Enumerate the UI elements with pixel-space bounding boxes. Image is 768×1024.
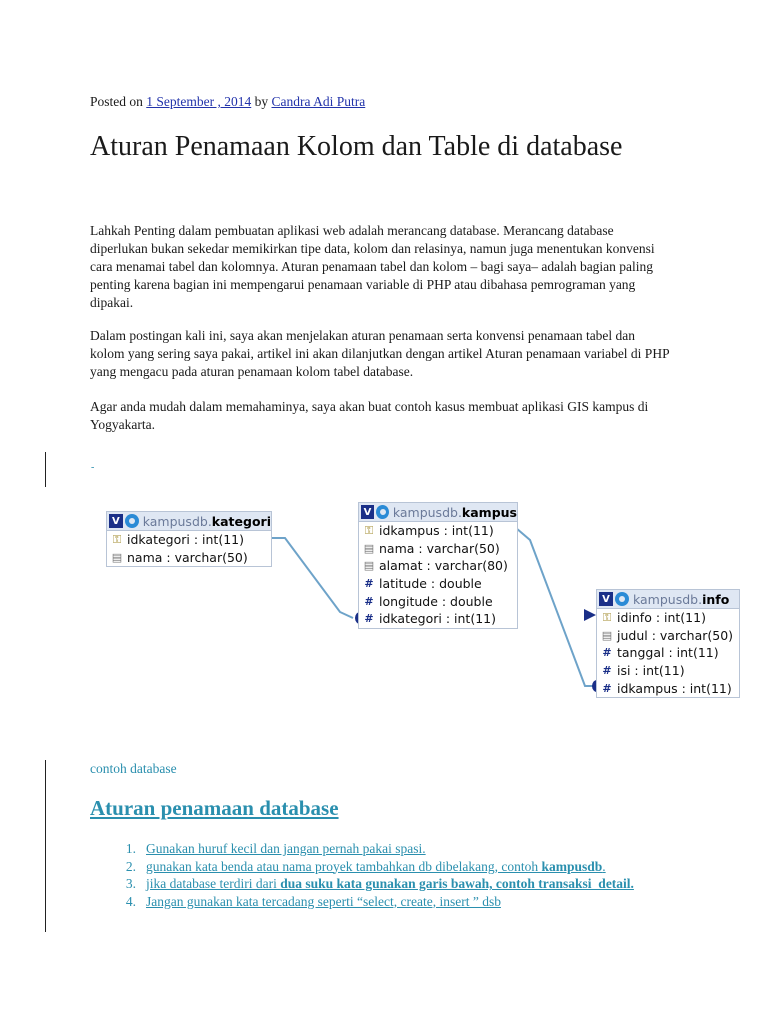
page-title: Aturan Penamaan Kolom dan Table di database (90, 131, 623, 162)
column-text: nama : varchar(50) (379, 540, 500, 556)
table-db-name: kampusdb. (633, 591, 703, 607)
table-name: info (702, 591, 730, 607)
list-text-after: . (602, 858, 606, 874)
table-column (597, 679, 739, 697)
key-icon: ⚿ (112, 532, 122, 546)
table-column (597, 609, 739, 627)
column-text: latitude : double (379, 576, 482, 592)
table-column (359, 557, 517, 575)
table-column (107, 531, 271, 549)
column-text: isi : int(11) (617, 663, 685, 679)
list-text-plain: jika database terdiri dari (146, 876, 281, 891)
hash-icon: # (364, 594, 374, 608)
table-column (359, 610, 517, 628)
view-badge-icon: V (109, 514, 123, 528)
column-text: longitude : double (379, 593, 493, 609)
table-column (359, 522, 517, 540)
list-item[interactable] (90, 858, 670, 876)
column-text: idkategori : int(11) (379, 611, 496, 627)
gear-icon (376, 505, 389, 519)
paragraph-2: Dalam postingan kali ini, saya akan menjelakan aturan penamaan serta konvensi penamaan tabel dan kolom yang sering saya pakai, artikel ini akan dilanjutkan dengan artikel Aturan penamaan variabel di PHP yang mengacu pada aturan penamaan kolom tabel database. (90, 328, 670, 379)
list-number: 4. (125, 893, 136, 909)
table-name: kategori (211, 513, 271, 529)
image-caption[interactable]: contoh database (90, 761, 177, 776)
key-icon: ⚿ (602, 610, 612, 624)
column-text: idkategori : int(11) (127, 532, 244, 548)
gear-icon (615, 592, 629, 606)
table-column (597, 627, 739, 645)
view-badge-icon: V (361, 505, 374, 519)
db-table-kategori[interactable] (106, 511, 272, 567)
hash-icon: # (602, 664, 612, 678)
post-date-link[interactable]: 1 September , 2014 (146, 94, 252, 109)
column-text: idkampus : int(11) (617, 680, 732, 696)
list-number: 3. (125, 876, 136, 891)
list-text-bold: kampusdb (541, 858, 603, 874)
list-text-bold: dua suku kata gunakan garis bawah, contoh transaksi_detail. (280, 876, 634, 891)
pk-marker-info (584, 609, 596, 621)
table-column (107, 549, 271, 567)
table-column (359, 575, 517, 593)
table-column (597, 662, 739, 680)
table-header (107, 512, 271, 531)
relation-kategori-kampus (270, 538, 353, 618)
list-text (146, 858, 606, 876)
table-header (597, 590, 739, 609)
posted-prefix: Posted on (90, 94, 143, 109)
column-text: nama : varchar(50) (127, 549, 248, 565)
text-field-icon: ▤ (601, 628, 613, 642)
by-label: by (254, 94, 269, 109)
table-column (359, 540, 517, 558)
gear-icon (125, 514, 139, 528)
db-table-kampus[interactable] (358, 502, 518, 629)
table-column (359, 592, 517, 610)
view-badge-icon: V (599, 592, 613, 606)
column-text: alamat : varchar(80) (379, 558, 508, 574)
column-text: idkampus : int(11) (379, 523, 494, 539)
list-text: Gunakan huruf kecil dan jangan pernah pakai spasi. (146, 841, 426, 856)
list-text: Jangan gunakan kata tercadang seperti “select, create, insert ” dsb (146, 893, 501, 909)
list-item[interactable] (90, 875, 670, 893)
column-text: judul : varchar(50) (617, 627, 734, 643)
column-text: idinfo : int(11) (617, 610, 706, 626)
list-text (146, 875, 634, 893)
text-field-icon: ▤ (363, 541, 375, 555)
list-number: 2. (125, 858, 136, 874)
list-item[interactable] (90, 840, 670, 858)
hash-icon: # (602, 681, 612, 695)
table-header (359, 503, 517, 522)
relation-kampus-info (516, 528, 596, 686)
table-column (597, 644, 739, 662)
hash-icon: # (364, 577, 374, 591)
list-text-plain: gunakan kata benda atau nama proyek tambahkan db dibelakang, contoh (146, 858, 542, 874)
hash-icon: # (364, 612, 374, 626)
section-heading[interactable]: Aturan penamaan database (90, 796, 339, 820)
text-field-icon: ▤ (111, 550, 123, 564)
rules-list (90, 840, 670, 910)
table-db-name: kampusdb. (392, 504, 462, 520)
author-link[interactable]: Candra Adi Putra (271, 94, 366, 109)
paragraph-1: Lahkah Penting dalam pembuatan aplikasi web adalah merancang database. Merancang database diperlukan bukan sekedar memikirkan tipe data, kolom dan relasinya, namun juga menentukan konvensi cara menamai tabel dan kolomnya. Aturan penamaan tabel dan kolom – bagi saya– adalah bagian paling penting karena bagian ini mempengarui penamaan variable di PHP atau dibahasa pemrograman yang dipakai. (90, 223, 655, 310)
db-table-info[interactable] (596, 589, 740, 698)
text-field-icon: ▤ (363, 559, 375, 573)
column-text: tanggal : int(11) (617, 645, 719, 661)
list-item[interactable] (90, 893, 670, 911)
hash-icon: # (602, 646, 612, 660)
table-name: kampus (461, 504, 517, 520)
list-number: 1. (125, 841, 136, 856)
image-link[interactable]: - (91, 462, 95, 473)
key-icon: ⚿ (364, 523, 374, 537)
table-db-name: kampusdb. (142, 513, 212, 529)
paragraph-3: Agar anda mudah dalam memahaminya, saya akan buat contoh kasus membuat aplikasi GIS kampus di Yogyakarta. (90, 399, 649, 432)
